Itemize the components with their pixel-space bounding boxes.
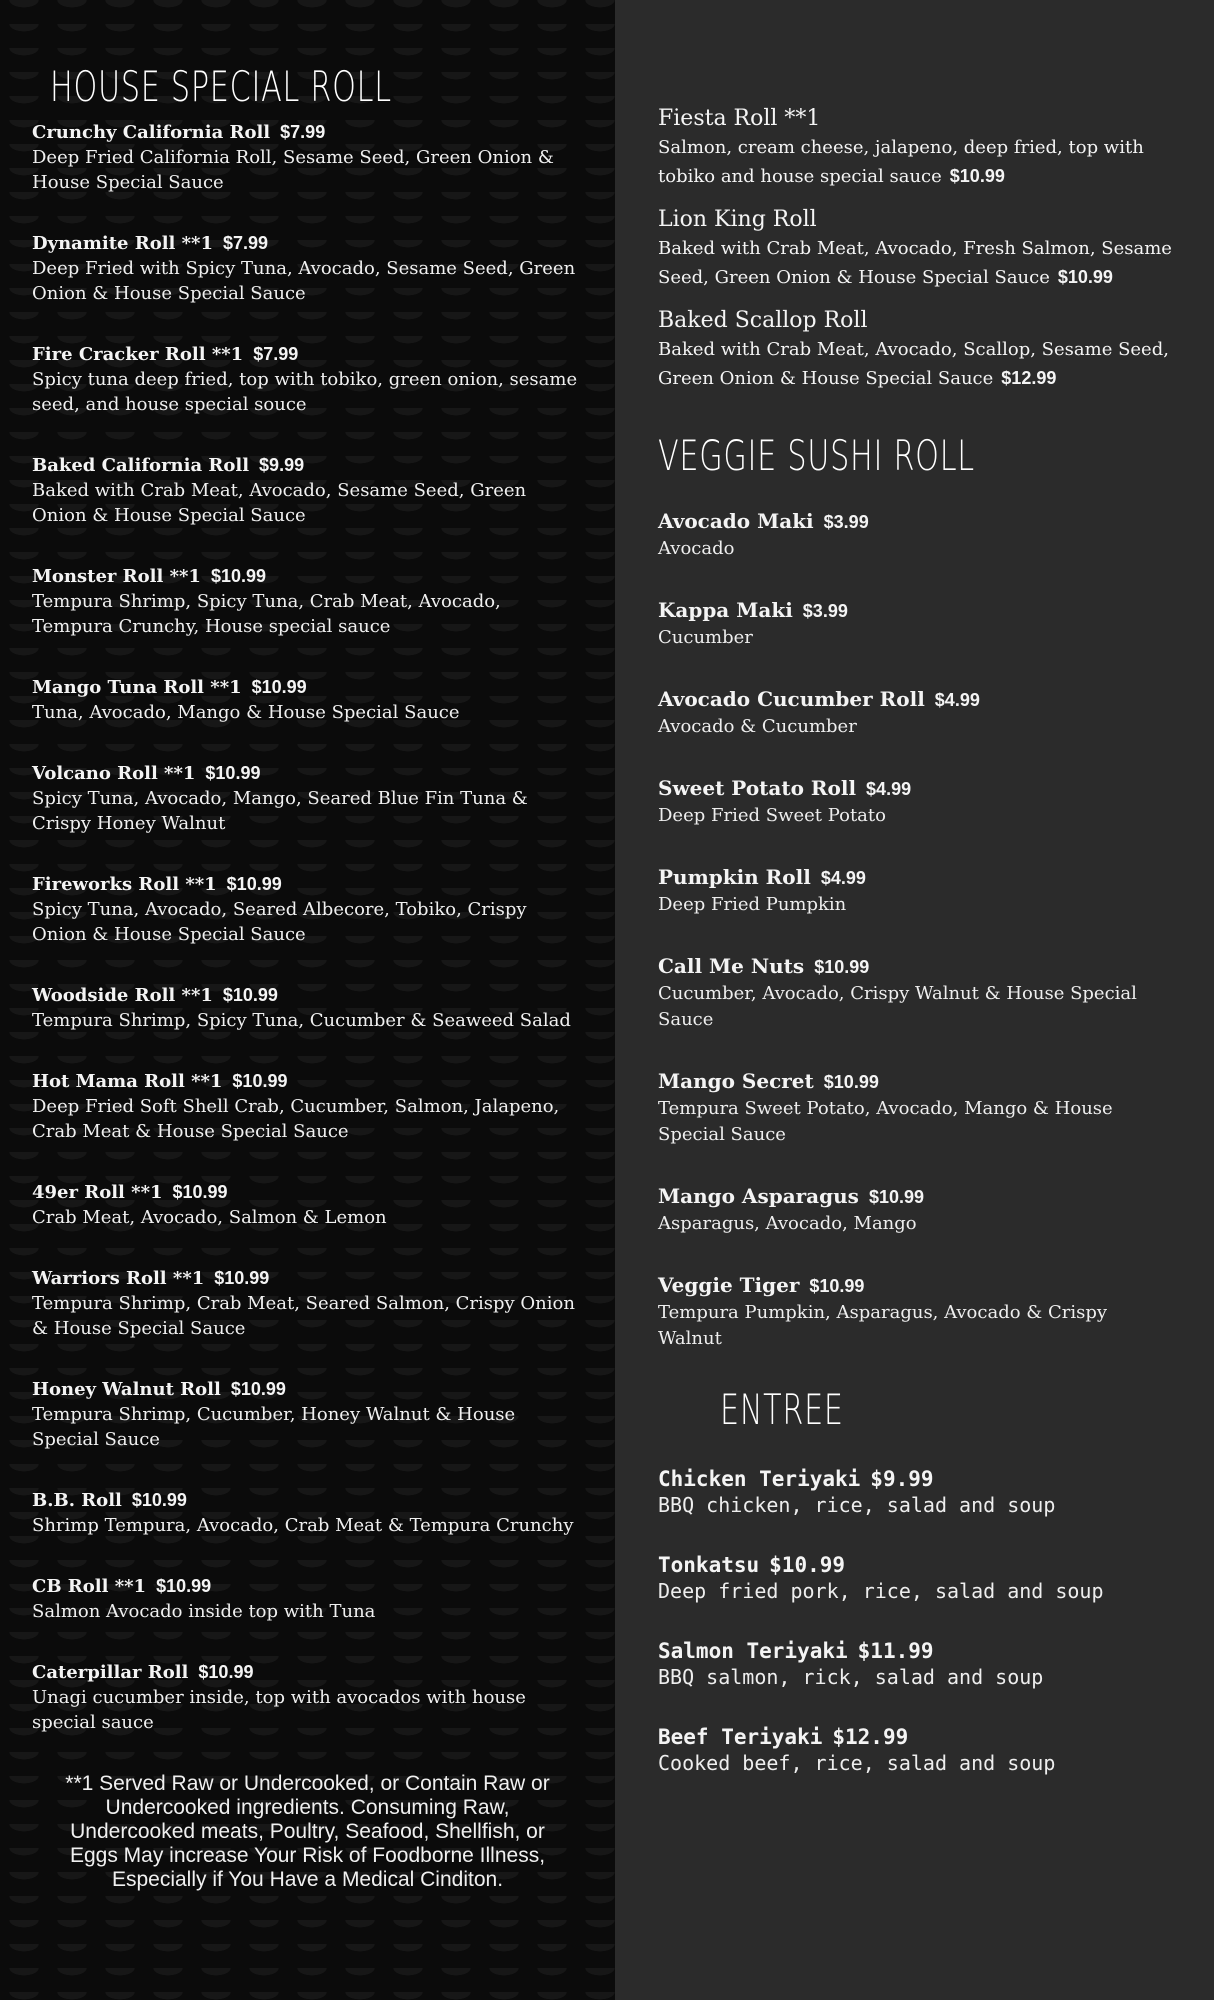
item-name: Avocado Cucumber Roll [658, 687, 925, 711]
menu-item [32, 454, 583, 528]
item-price: $7.99 [223, 233, 269, 253]
item-price: $10.99 [214, 1268, 270, 1288]
item-name: Dynamite Roll **1 [32, 233, 213, 254]
item-description: Cooked beef, rice, salad and soup [658, 1751, 1056, 1775]
house-special-title: HOUSE SPECIAL ROLL [50, 62, 392, 111]
item-description: Deep Fried with Spicy Tuna, Avocado, Sesame Seed, Green Onion & House Special Sauce [32, 258, 576, 304]
item-price: $10.99 [769, 1553, 846, 1577]
item-price: $4.99 [820, 868, 866, 888]
item-price: $10.99 [198, 1662, 254, 1682]
item-name: Fireworks Roll **1 [32, 874, 217, 895]
item-description: Spicy Tuna, Avocado, Mango, Seared Blue Fin Tuna & Crispy Honey Walnut [32, 788, 528, 834]
item-price: $10.99 [814, 957, 870, 977]
item-name: Avocado Maki [658, 509, 814, 533]
item-name: Woodside Roll **1 [32, 985, 213, 1006]
item-name: Tonkatsu [658, 1553, 760, 1577]
item-description: Asparagus, Avocado, Mango [658, 1213, 917, 1234]
raw-food-notice: **1 Served Raw or Undercooked, or Contain Raw or Undercooked ingredients. Consuming Raw, Undercooked meats, Poultry, Seafood, Shellfish, or Eggs May increase Your Risk of Foodborne Illness, Especially if You Have a Medical Cinditon. [65, 1772, 550, 1891]
item-price: $10.99 [868, 1187, 924, 1207]
menu-item [658, 951, 1174, 1033]
item-description: Salmon Avocado inside top with Tuna [32, 1601, 376, 1622]
item-description: Tempura Shrimp, Spicy Tuna, Cucumber & Seaweed Salad [32, 1010, 571, 1031]
item-description: Deep Fried Soft Shell Crab, Cucumber, Salmon, Jalapeno, Crab Meat & House Special Sauce [32, 1096, 560, 1142]
item-description: Deep Fried Pumpkin [658, 894, 847, 915]
item-price: $10.99 [809, 1276, 865, 1296]
menu-item [658, 1466, 1174, 1518]
item-price: $10.99 [1057, 267, 1113, 287]
item-description: Shrimp Tempura, Avocado, Crab Meat & Tempura Crunchy [32, 1515, 574, 1536]
item-description: BBQ chicken, rice, salad and soup [658, 1493, 1056, 1517]
menu-item [32, 1378, 583, 1452]
item-name: Beef Teriyaki [658, 1725, 823, 1749]
entree-title: ENTREE [720, 1385, 844, 1434]
menu-item [32, 1489, 583, 1538]
menu-item [32, 232, 583, 306]
item-description: Baked with Crab Meat, Avocado, Sesame Seed, Green Onion & House Special Sauce [32, 480, 527, 526]
item-description: Spicy tuna deep fried, top with tobiko, green onion, sesame seed, and house special souce [32, 369, 578, 415]
item-description: Unagi cucumber inside, top with avocados with house special sauce [32, 1687, 526, 1733]
item-description: Baked with Crab Meat, Avocado, Scallop, Sesame Seed, Green Onion & House Special Sauce [658, 339, 1169, 389]
item-name: Mango Secret [658, 1069, 814, 1093]
menu-item [658, 595, 1174, 651]
item-price: $10.99 [251, 677, 307, 697]
item-name: Warriors Roll **1 [32, 1268, 205, 1289]
item-name: Fiesta Roll **1 [658, 106, 821, 131]
menu-item [32, 762, 583, 836]
right-column [615, 0, 1214, 2000]
item-name: Crunchy California Roll [32, 122, 271, 143]
item-price: $10.99 [230, 1379, 286, 1399]
menu-item [658, 862, 1174, 918]
menu-item [32, 984, 583, 1033]
item-name: Baked California Roll [32, 455, 250, 476]
item-name: Monster Roll **1 [32, 566, 201, 587]
item-name: CB Roll **1 [32, 1576, 147, 1597]
item-price: $7.99 [253, 344, 299, 364]
item-description: Deep Fried California Roll, Sesame Seed, Green Onion & House Special Sauce [32, 147, 554, 193]
item-price: $10.99 [949, 166, 1005, 186]
item-name: Call Me Nuts [658, 954, 805, 978]
menu-item [32, 343, 583, 417]
veggie-title: VEGGIE SUSHI ROLL [658, 431, 975, 480]
item-name: Mango Tuna Roll **1 [32, 677, 242, 698]
menu-item [32, 121, 583, 195]
item-description: Cucumber [658, 627, 753, 648]
item-name: Hot Mama Roll **1 [32, 1071, 223, 1092]
item-description: Avocado & Cucumber [658, 716, 857, 737]
menu-item [658, 1724, 1174, 1776]
item-price: $3.99 [823, 512, 869, 532]
item-description: Salmon, cream cheese, jalapeno, deep fried, top with tobiko and house special sauce [658, 137, 1144, 187]
item-price: $10.99 [172, 1182, 228, 1202]
menu-item [658, 684, 1174, 740]
menu-item [658, 104, 1174, 191]
menu-item [658, 1270, 1174, 1352]
item-description: Deep Fried Sweet Potato [658, 805, 886, 826]
item-name: Pumpkin Roll [658, 865, 811, 889]
menu-item [658, 1066, 1174, 1148]
item-price: $11.99 [857, 1639, 934, 1663]
menu-item [32, 565, 583, 639]
item-description: Tempura Sweet Potato, Avocado, Mango & House Special Sauce [658, 1098, 1113, 1145]
menu-item [658, 773, 1174, 829]
menu-item [32, 1661, 583, 1735]
item-name: 49er Roll **1 [32, 1182, 163, 1203]
item-name: Caterpillar Roll [32, 1662, 189, 1683]
item-price: $10.99 [205, 763, 261, 783]
menu-item [658, 506, 1174, 562]
item-price: $12.99 [1001, 368, 1057, 388]
item-description: Crab Meat, Avocado, Salmon & Lemon [32, 1207, 387, 1228]
item-price: $10.99 [156, 1576, 212, 1596]
menu-item [32, 873, 583, 947]
menu-item [658, 306, 1174, 393]
item-price: $3.99 [802, 601, 848, 621]
item-price: $10.99 [210, 566, 266, 586]
item-description: Baked with Crab Meat, Avocado, Fresh Salmon, Sesame Seed, Green Onion & House Special Sauce [658, 238, 1172, 288]
menu-item [32, 676, 583, 725]
item-price: $10.99 [222, 985, 278, 1005]
item-price: $12.99 [832, 1725, 909, 1749]
item-description: Tempura Shrimp, Spicy Tuna, Crab Meat, Avocado, Tempura Crunchy, House special sauce [32, 591, 501, 637]
item-description: Tuna, Avocado, Mango & House Special Sauce [32, 702, 460, 723]
menu-item [658, 1638, 1174, 1690]
menu-item [658, 1552, 1174, 1604]
menu-item [32, 1267, 583, 1341]
item-description: BBQ salmon, rick, salad and soup [658, 1665, 1044, 1689]
item-name: B.B. Roll [32, 1490, 122, 1511]
item-price: $10.99 [226, 874, 282, 894]
menu-item [658, 1181, 1174, 1237]
item-description: Tempura Shrimp, Cucumber, Honey Walnut & House Special Sauce [32, 1404, 516, 1450]
menu-item [32, 1070, 583, 1144]
item-name: Sweet Potato Roll [658, 776, 857, 800]
item-description: Cucumber, Avocado, Crispy Walnut & House Special Sauce [658, 983, 1137, 1030]
item-description: Tempura Pumpkin, Asparagus, Avocado & Crispy Walnut [658, 1302, 1108, 1349]
item-name: Salmon Teriyaki [658, 1639, 848, 1663]
item-description: Tempura Shrimp, Crab Meat, Seared Salmon, Crispy Onion & House Special Sauce [32, 1293, 575, 1339]
item-price: $10.99 [823, 1072, 879, 1092]
item-price: $4.99 [934, 690, 980, 710]
item-description: Deep fried pork, rice, salad and soup [658, 1579, 1104, 1603]
item-price: $7.99 [280, 122, 326, 142]
item-name: Volcano Roll **1 [32, 763, 196, 784]
menu-item [32, 1575, 583, 1624]
item-name: Baked Scallop Roll [658, 308, 868, 333]
item-name: Mango Asparagus [658, 1184, 859, 1208]
item-name: Lion King Roll [658, 207, 817, 232]
item-price: $9.99 [259, 455, 305, 475]
item-description: Avocado [658, 538, 735, 559]
item-price: $4.99 [866, 779, 912, 799]
item-name: Fire Cracker Roll **1 [32, 344, 244, 365]
menu-item [658, 205, 1174, 292]
item-name: Chicken Teriyaki [658, 1467, 861, 1491]
menu-item [32, 1181, 583, 1230]
item-name: Honey Walnut Roll [32, 1379, 221, 1400]
item-price: $10.99 [131, 1490, 187, 1510]
item-name: Veggie Tiger [658, 1273, 800, 1297]
item-name: Kappa Maki [658, 598, 793, 622]
item-description: Spicy Tuna, Avocado, Seared Albecore, Tobiko, Crispy Onion & House Special Sauce [32, 899, 527, 945]
item-price: $10.99 [232, 1071, 288, 1091]
item-price: $9.99 [870, 1467, 934, 1491]
